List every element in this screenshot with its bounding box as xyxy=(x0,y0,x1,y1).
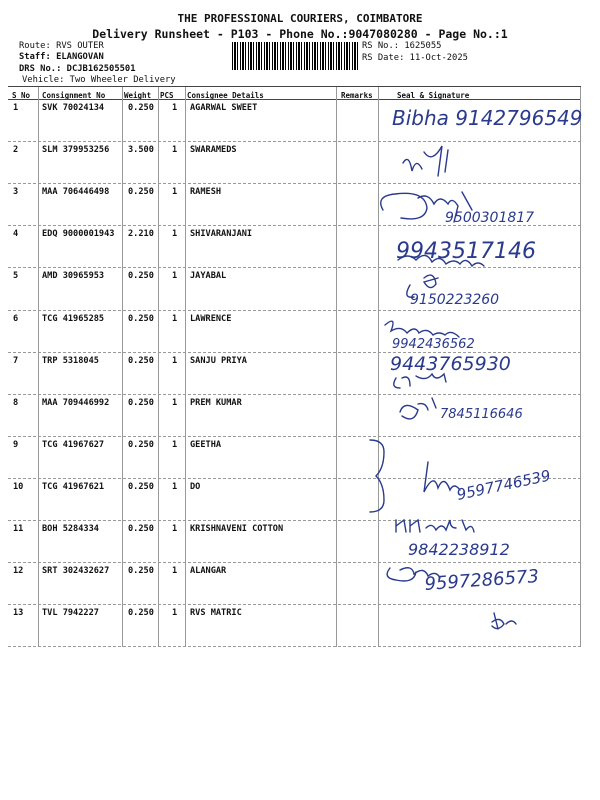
cell-pcs: 1 xyxy=(172,187,178,198)
signature-text-3: 9500301817 xyxy=(445,210,535,226)
signature-text-10: 9597746539 xyxy=(455,466,553,504)
cell-weight: 3.500 xyxy=(128,145,154,156)
cell-sno: 8 xyxy=(13,397,19,408)
cell-consignment: TCG 41967621 xyxy=(42,481,105,492)
cell-pcs: 1 xyxy=(172,313,178,324)
cell-consignment: SLM 379953256 xyxy=(42,145,110,156)
cell-pcs: 1 xyxy=(172,103,178,113)
runsheet-title: Delivery Runsheet - P103 - Phone No.:9047080280 - Page No.:1 xyxy=(92,27,508,41)
cell-consignment: SVK 70024134 xyxy=(42,103,105,113)
cell-sno: 11 xyxy=(13,524,24,534)
cell-pcs: 1 xyxy=(172,566,178,577)
signature-bracket-9-10 xyxy=(370,440,384,512)
vehicle-label: Vehicle: Two Wheeler Delivery xyxy=(22,75,176,85)
cell-pcs: 1 xyxy=(172,397,178,408)
cell-pcs: 1 xyxy=(172,524,178,534)
col-header-weight: Weight xyxy=(124,91,152,100)
cell-consignee: PREM KUMAR xyxy=(190,397,242,408)
cell-consignee: KRISHNAVENI COTTON xyxy=(190,524,284,534)
cell-sno: 7 xyxy=(13,355,19,366)
cell-weight: 2.210 xyxy=(128,229,154,240)
cell-sno: 2 xyxy=(13,145,19,156)
company-title: THE PROFESSIONAL COURIERS, COIMBATORE xyxy=(177,12,423,25)
route-label: Route: RVS OUTER xyxy=(19,41,104,51)
cell-weight: 0.250 xyxy=(128,187,154,198)
cell-consignee: RVS MATRIC xyxy=(190,608,242,619)
signature-scribble-2 xyxy=(403,146,448,176)
cell-consignee: JAYABAL xyxy=(190,271,227,282)
signature-scribble-8 xyxy=(400,398,436,419)
cell-sno: 1 xyxy=(13,103,19,113)
rs-number: RS No.: 1625055 xyxy=(362,41,442,51)
signature-scribble-11 xyxy=(396,520,474,532)
cell-sno: 13 xyxy=(13,608,24,619)
staff-label: Staff: ELANGOVAN xyxy=(19,52,104,62)
col-header-consignee: Consignee Details xyxy=(187,91,264,100)
col-header-seal: Seal & Signature xyxy=(397,91,470,100)
signature-scribble-7 xyxy=(394,374,446,388)
signature-text-4: 9943517146 xyxy=(396,239,536,264)
cell-consignment: TCG 41967627 xyxy=(42,439,105,450)
cell-pcs: 1 xyxy=(172,439,178,450)
cell-weight: 0.250 xyxy=(128,608,154,619)
cell-weight: 0.250 xyxy=(128,524,154,534)
cell-sno: 10 xyxy=(13,481,24,492)
cell-consignment: SRT 302432627 xyxy=(42,566,110,577)
cell-consignee: ALANGAR xyxy=(190,566,227,577)
signature-text-6: 9942436562 xyxy=(392,337,475,352)
cell-pcs: 1 xyxy=(172,608,178,619)
col-header-sno: S No xyxy=(12,91,31,100)
signature-text-8: 7845116646 xyxy=(440,407,523,422)
cell-sno: 6 xyxy=(13,313,19,324)
signature-scribble-6 xyxy=(385,321,459,337)
cell-sno: 12 xyxy=(13,566,24,577)
cell-consignee: LAWRENCE xyxy=(190,313,232,324)
cell-consignee: SWARAMEDS xyxy=(190,145,237,156)
cell-sno: 9 xyxy=(13,439,19,450)
cell-consignment: TRP 5318045 xyxy=(42,355,99,366)
cell-consignee: SHIVARANJANI xyxy=(190,229,253,240)
rs-date: RS Date: 11-Oct-2025 xyxy=(362,53,468,63)
signature-text-7: 9443765930 xyxy=(390,353,511,375)
col-header-consignment: Consignment No xyxy=(42,91,106,100)
cell-sno: 3 xyxy=(13,187,19,198)
cell-consignment: TVL 7942227 xyxy=(42,608,99,619)
cell-consignment: TCG 41965285 xyxy=(42,313,105,324)
cell-weight: 0.250 xyxy=(128,439,154,450)
col-header-pcs: PCS xyxy=(160,91,174,100)
cell-consignee: GEETHA xyxy=(190,439,222,450)
cell-consignment: AMD 30965953 xyxy=(42,271,105,282)
signature-text-5: 9150223260 xyxy=(410,292,500,308)
cell-weight: 0.250 xyxy=(128,103,154,113)
cell-pcs: 1 xyxy=(172,271,178,282)
signature-text-1: Bibha 9142796549 xyxy=(392,106,583,130)
drs-number: DRS No.: DCJB162505501 xyxy=(19,64,136,74)
cell-pcs: 1 xyxy=(172,145,178,156)
signature-text-11: 9842238912 xyxy=(408,540,510,559)
cell-weight: 0.250 xyxy=(128,271,154,282)
cell-weight: 0.250 xyxy=(128,481,154,492)
cell-consignee: AGARWAL SWEET xyxy=(190,103,258,113)
cell-consignment: EDQ 9000001943 xyxy=(42,229,115,240)
cell-consignment: MAA 709446992 xyxy=(42,397,110,408)
cell-weight: 0.250 xyxy=(128,355,154,366)
cell-consignment: MAA 706446498 xyxy=(42,187,110,198)
cell-consignee: DO xyxy=(190,481,201,492)
cell-sno: 5 xyxy=(13,271,19,282)
cell-sno: 4 xyxy=(13,229,19,240)
cell-consignment: BOH 5284334 xyxy=(42,524,99,534)
cell-pcs: 1 xyxy=(172,229,178,240)
cell-pcs: 1 xyxy=(172,355,178,366)
col-header-remarks: Remarks xyxy=(341,91,373,100)
signature-text-12: 9597286573 xyxy=(423,566,540,595)
cell-consignee: SANJU PRIYA xyxy=(190,355,247,366)
cell-weight: 0.250 xyxy=(128,313,154,324)
cell-weight: 0.250 xyxy=(128,566,154,577)
cell-pcs: 1 xyxy=(172,481,178,492)
signature-scribble-13 xyxy=(492,613,516,629)
cell-weight: 0.250 xyxy=(128,397,154,408)
cell-consignee: RAMESH xyxy=(190,187,222,198)
